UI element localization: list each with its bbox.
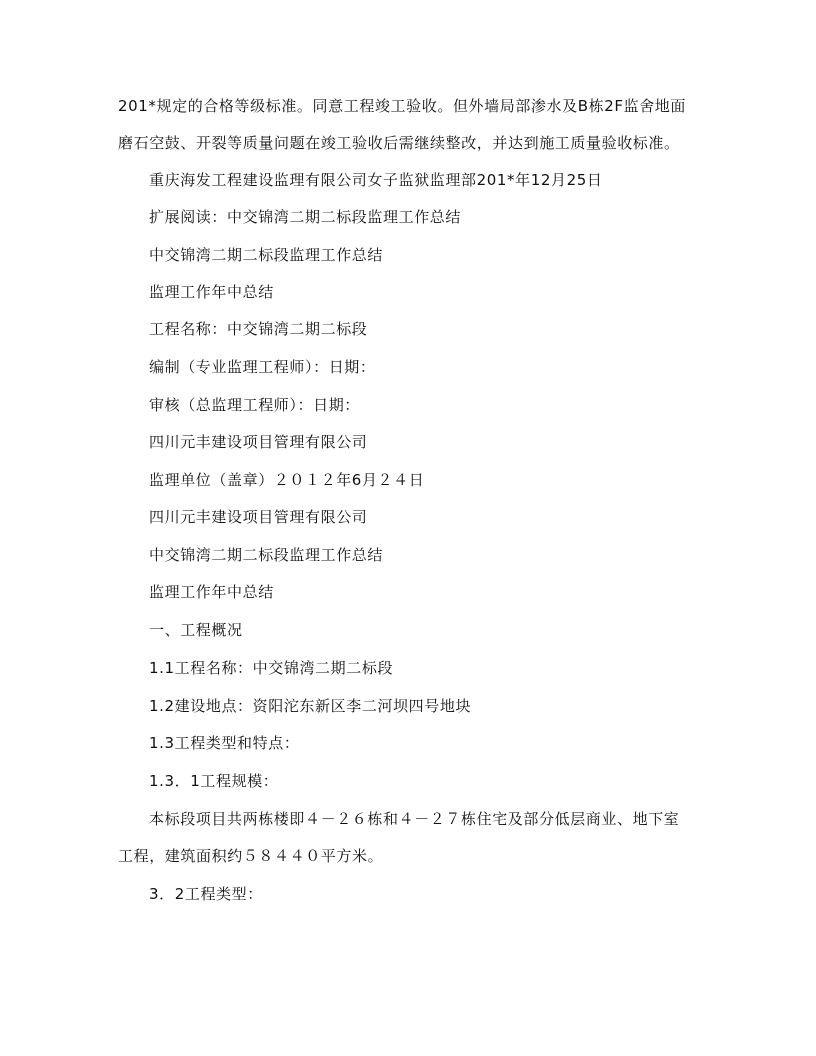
item-3-2: 3．2工程类型：: [149, 885, 263, 903]
paragraph-line-2: 磨石空鼓、开裂等质量问题在竣工验收后需继续整改，并达到施工质量验收标准。: [118, 134, 680, 152]
section-heading-overview: 一、工程概况: [149, 621, 243, 639]
item-1-1: 1.1工程名称：中交锦湾二期二标段: [149, 659, 394, 677]
item-1-3: 1.3工程类型和特点：: [149, 734, 300, 752]
signature-line: 重庆海发工程建设监理有限公司女子监狱监理部201*年12月25日: [149, 171, 603, 189]
scale-paragraph-line-1: 本标段项目共两栋楼即４－２６栋和４－２７栋住宅及部分低层商业、地下室: [149, 810, 680, 828]
project-name-line: 工程名称：中交锦湾二期二标段: [149, 320, 368, 338]
paragraph-line-1: 201*规定的合格等级标准。同意工程竣工验收。但外墙局部渗水及B栋2F监舍地面: [118, 97, 686, 115]
extended-reading-heading: 扩展阅读：中交锦湾二期二标段监理工作总结: [149, 208, 462, 226]
company-name-line-2: 四川元丰建设项目管理有限公司: [149, 508, 368, 526]
company-name-line: 四川元丰建设项目管理有限公司: [149, 433, 368, 451]
scale-paragraph-line-2: 工程，建筑面积约５８４４０平方米。: [118, 847, 384, 865]
item-1-3-1: 1.3．1工程规模：: [149, 772, 279, 790]
reviewed-by-line: 审核（总监理工程师）：日期：: [149, 396, 360, 414]
report-subtitle: 监理工作年中总结: [149, 283, 274, 301]
supervision-unit-line: 监理单位（盖章）２０１２年6月２４日: [149, 471, 425, 489]
item-1-2: 1.2建设地点：资阳沱东新区李二河坝四号地块: [149, 697, 472, 715]
report-title-2: 中交锦湾二期二标段监理工作总结: [149, 546, 384, 564]
report-subtitle-2: 监理工作年中总结: [149, 583, 274, 601]
prepared-by-line: 编制（专业监理工程师）：日期：: [149, 358, 376, 376]
report-title: 中交锦湾二期二标段监理工作总结: [149, 246, 384, 264]
